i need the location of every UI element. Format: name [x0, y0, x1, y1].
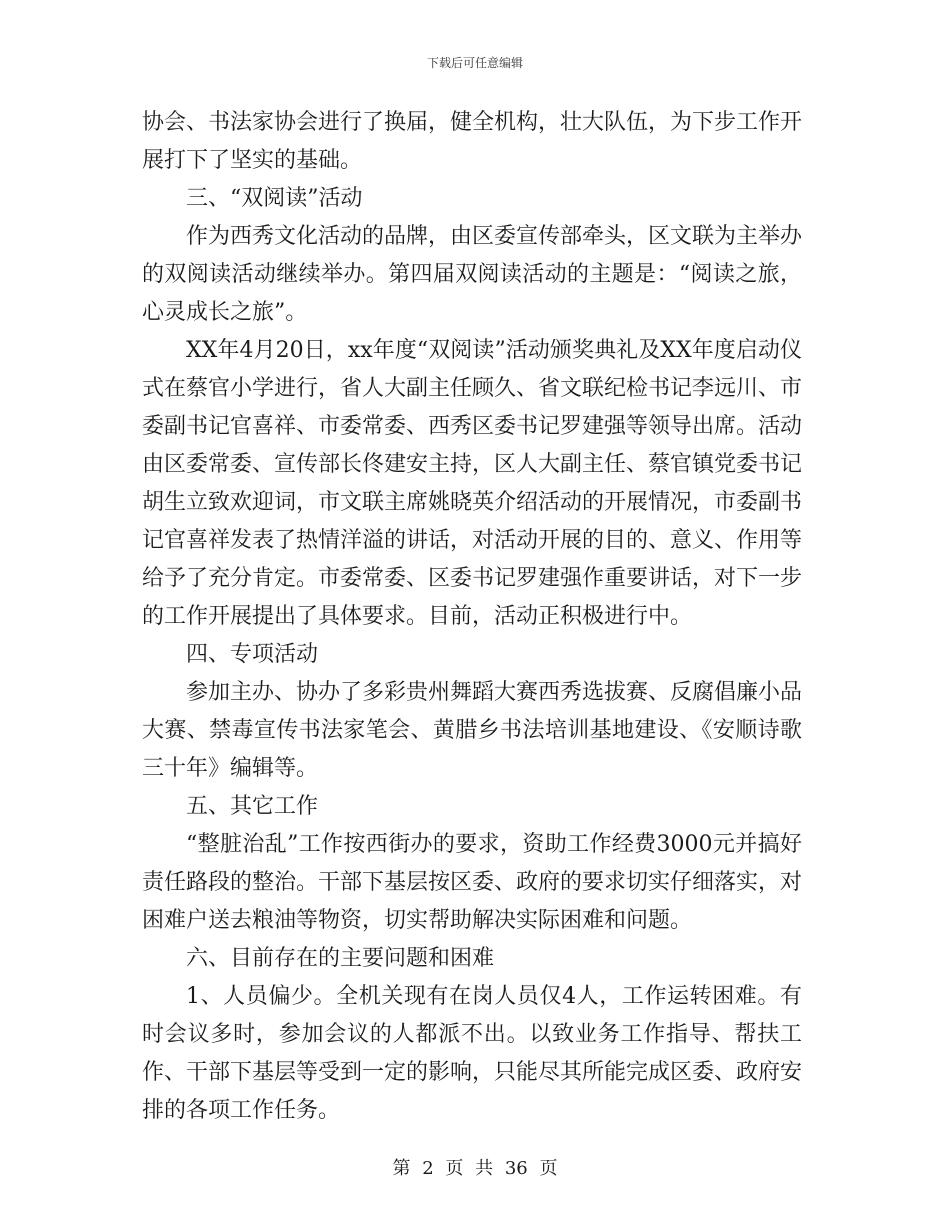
- document-body: [142, 104, 802, 1130]
- page-number: 第 2 页 共 36 页: [392, 1158, 558, 1179]
- paragraph: XX年4月20日，xx年度“双阅读”活动颁奖典礼及XX年度启动仪式在蔡官小学进行，省人大副主任顾久、省文联纪检书记李远川、市委副书记官喜祥、市委常委、西秀区委书记罗建强等领导出席。活动由区委常委、宣传部长佟建安主持，区人大副主任、蔡官镇党委书记胡生立致欢迎词，市文联主席姚晓英介绍活动的开展情况，市委副书记官喜祥发表了热情洋溢的讲话，对活动开展的目的、意义、作用等给予了充分肯定。市委常委、区委书记罗建强作重要讲话，对下一步的工作开展提出了具体要求。目前，活动正积极进行中。: [142, 338, 803, 629]
- paragraph: 作为西秀文化活动的品牌，由区委宣传部牵头，区文联为主举办的双阅读活动继续举办。第四届双阅读活动的主题是：“阅读之旅，心灵成长之旅”。: [142, 224, 803, 325]
- paragraph: 参加主办、协办了多彩贵州舞蹈大赛西秀选拔赛、反腐倡廉小品大赛、禁毒宣传书法家笔会、黄腊乡书法培训基地建设、《安顺诗歌三十年》编辑等。: [142, 680, 803, 781]
- paragraph: 1、人员偏少。全机关现有在岗人员仅4人，工作运转困难。有时会议多时，参加会议的人都派不出。以致业务工作指导、帮扶工作、干部下基层等受到一定的影响，只能尽其所能完成区委、政府安排的各项工作任务。: [142, 984, 803, 1123]
- section-heading: 六、目前存在的主要问题和困难: [186, 946, 495, 971]
- paragraph: “整脏治乱”工作按西街办的要求，资助工作经费3000元并搞好责任路段的整治。干部下基层按区委、政府的要求切实仔细落实，对困难户送去粮油等物资，切实帮助解决实际困难和问题。: [142, 832, 803, 933]
- paragraph: 协会、书法家协会进行了换届，健全机构，壮大队伍，为下步工作开展打下了坚实的基础。: [142, 110, 803, 173]
- page-header: 下载后可任意编辑: [426, 56, 523, 70]
- section-heading: 四、专项活动: [186, 642, 319, 667]
- section-heading: 五、其它工作: [186, 794, 319, 819]
- section-heading: 三、“双阅读”活动: [186, 186, 363, 211]
